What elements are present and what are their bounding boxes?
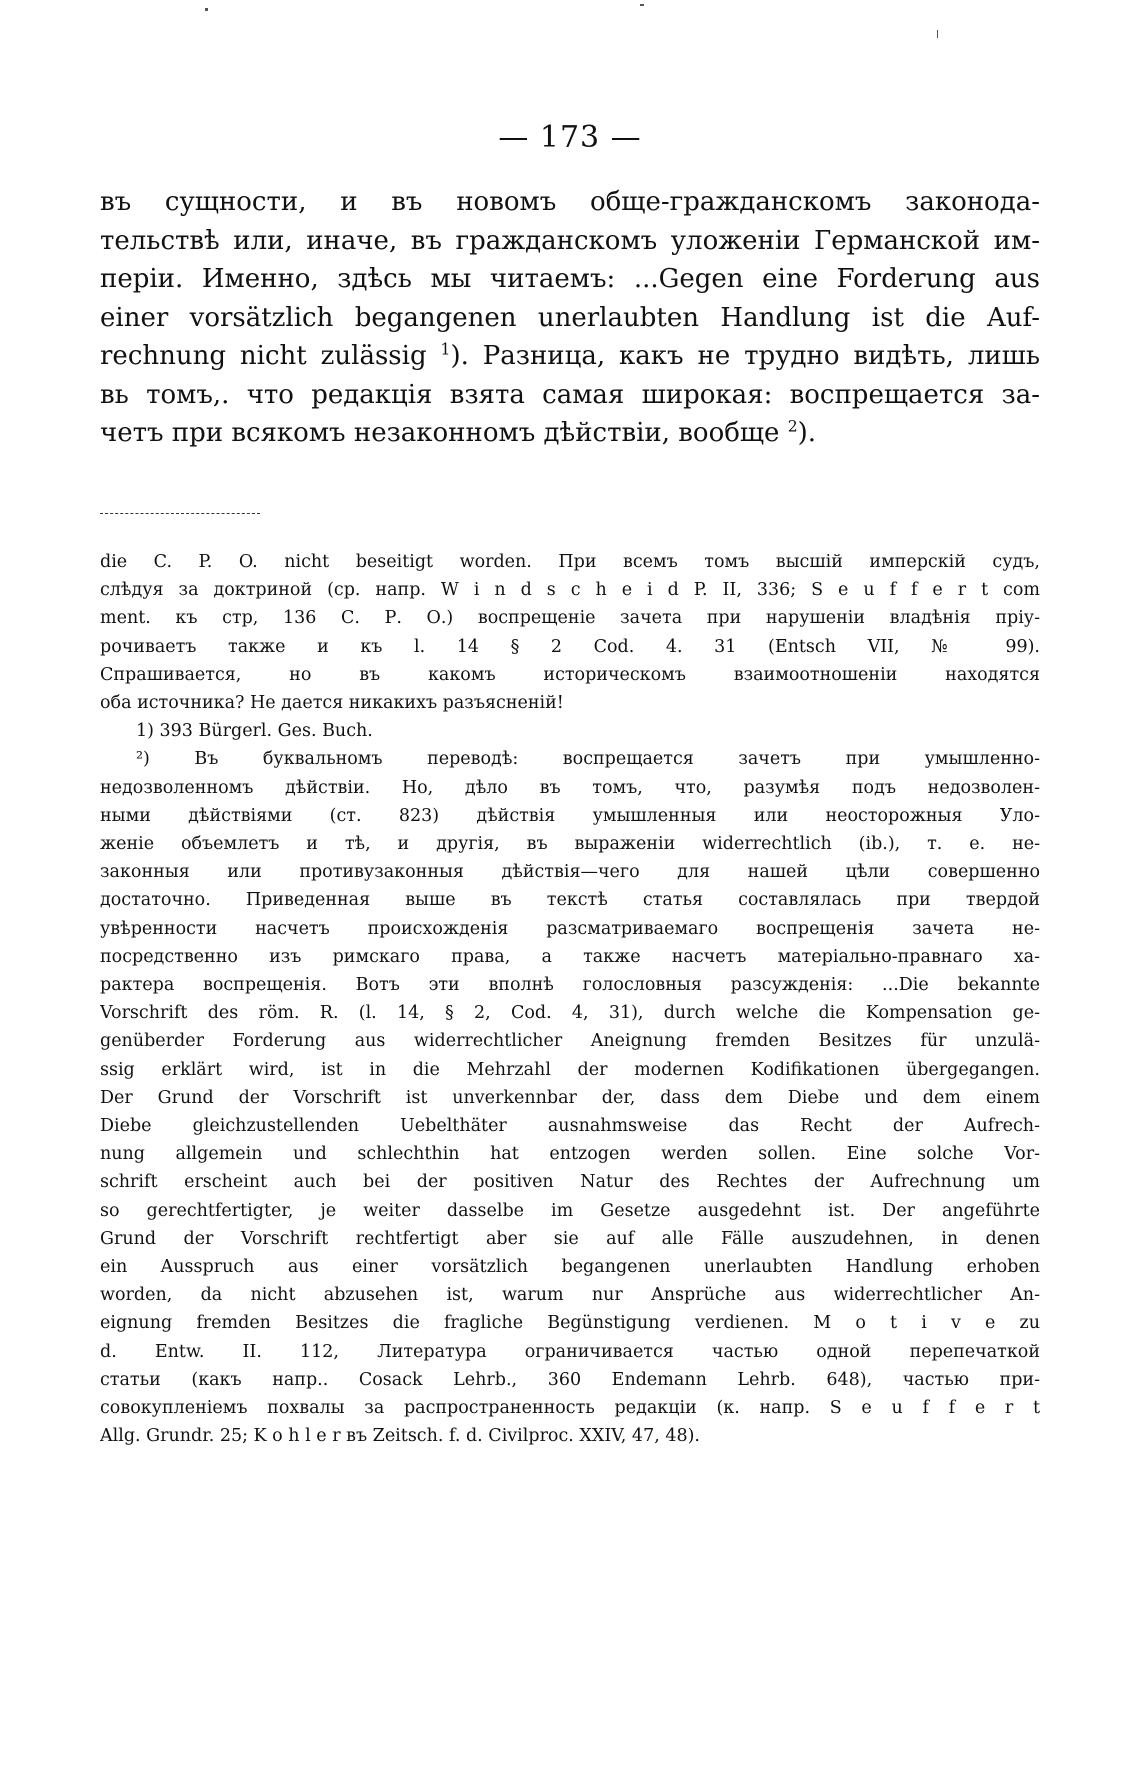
footnote-2-line: рактера воспрещенія. Вотъ эти вполнѣ голословныя разсужденія: ...Die bekannte (100, 975, 1040, 996)
text-line (100, 337, 1040, 376)
text-line: періи. Именно, здѣсь мы читаемъ: ...Gegen eine Forderung aus (100, 264, 1040, 294)
footnote-line: рочиваетъ также и къ l. 14 § 2 Cod. 4. 31 (Entsch VII, № 99). (100, 636, 1040, 657)
footnote-2-line: Der Grund der Vorschrift ist unverkennbar der, dass dem Diebe und dem einem (100, 1087, 1040, 1108)
footnote-2-line: ²) Въ буквальномъ переводѣ: воспрещается зачетъ при умышленно- (136, 749, 1040, 770)
footnote-2-line: Allg. Grundr. 25; K o h l e r въ Zeitsch. f. d. Civilproc. XXIV, 47, 48). (100, 1426, 700, 1447)
footnotes (100, 548, 1040, 1451)
footnote-2-line: Diebe gleichzustellenden Uebelthäter ausnahmsweise das Recht der Aufrech- (100, 1116, 1040, 1137)
footnote-2-line: worden, da nicht abzusehen ist, warum nur Ansprüche aus widerrechtlicher An- (100, 1285, 1040, 1306)
text-line (100, 414, 1040, 453)
page-number: — 173 — (498, 120, 642, 155)
footnote-line: die C. P. O. nicht beseitigt worden. При всемъ томъ высшій имперскій судъ, (100, 552, 1040, 572)
text-line: тельствѣ или, иначе, въ гражданскомъ уложеніи Германской им- (100, 225, 1040, 256)
footnote-2-line: Vorschrift des röm. R. (l. 14, § 2, Cod. 4, 31), durch welche die Kompensation ge- (100, 1003, 1040, 1024)
footnote-2-line: совокупленіемъ похвалы за распространенность редакціи (к. напр. S e u f f e r t (100, 1398, 1040, 1419)
footnote-2-line: увѣренности насчетъ происхожденія разсматриваемаго воспрещенія зачета не- (100, 918, 1040, 939)
footnote-2-line: посредственно изъ римскаго права, а также насчетъ матеріально-правнаго ха- (100, 946, 1040, 967)
footnote-2-line: статьи (какъ напр.. Cosack Lehrb., 360 Endemann Lehrb. 648), частью при- (100, 1369, 1040, 1390)
text-segment: rechnung nicht zulässig (100, 341, 427, 371)
footnote-ref-2: 2 (787, 417, 798, 436)
footnote-2-line: so gerechtfertigter, je weiter dasselbe im Gesetze ausgedehnt ist. Der angeführte (100, 1200, 1040, 1221)
footnote-2-line: eignung fremden Besitzes die fragliche Begünstigung verdienen. M o t i v e zu (100, 1313, 1040, 1334)
text-line: einer vorsätzlich begangenen unerlaubten Handlung ist die Auf- (100, 302, 1040, 333)
print-mark (205, 8, 208, 11)
footnote-ref-1: 1 (440, 340, 451, 359)
text-line: въ сущности, и въ новомъ обще-гражданскомъ законода- (100, 187, 1040, 217)
footnote-separator (100, 513, 260, 514)
footnote-line: ment. къ стр, 136 С. Р. О.) воспрещеніе зачета при нарушеніи владѣнія пріу- (100, 608, 1040, 629)
footnote-2-line: schrift erscheint auch bei der positiven Natur des Rechtes der Aufrechnung um (100, 1172, 1040, 1193)
footnote-2-line: genüberder Forderung aus widerrechtlicher Aneignung fremden Besitzes für unzulä- (100, 1031, 1040, 1052)
footnote-line: слѣдуя за доктриной (ср. напр. W i n d s c h e i d P. II, 336; S e u f f e r t com (100, 580, 1040, 601)
footnote-2-line: женіе объемлетъ и тѣ, и другія, въ выраженіи widerrechtlich (ib.), т. е. не- (100, 834, 1040, 855)
footnote-1: 1) 393 Bürgerl. Ges. Buch. (136, 721, 373, 742)
text-segment: четъ при всякомъ незаконномъ дѣйствіи, вообще (100, 418, 780, 448)
main-text (100, 183, 1040, 453)
print-mark (640, 4, 644, 6)
footnote-2-line: достаточно. Приведенная выше въ текстѣ статья составлялась при твердой (100, 890, 1040, 911)
footnote-2-line: nung allgemein und schlechthin hat entzogen werden sollen. Eine solche Vor- (100, 1144, 1040, 1165)
footnote-2-line: ein Ausspruch aus einer vorsätzlich begangenen unerlaubten Handlung erhoben (100, 1257, 1040, 1278)
print-mark (937, 30, 938, 38)
footnote-line: оба источника? Не дается никакихъ разъясненій! (100, 693, 564, 714)
footnote-2-line: недозволенномъ дѣйствіи. Но, дѣло въ томъ, что, разумѣя подъ недозволен- (100, 777, 1040, 798)
footnote-2-line: ssig erklärt wird, ist in die Mehrzahl der modernen Kodifikationen übergegangen. (100, 1059, 1040, 1080)
text-segment: ). (797, 418, 817, 448)
footnote-2-line: Grund der Vorschrift rechtfertigt aber sie auf alle Fälle auszudehnen, in denen (100, 1228, 1040, 1249)
footnote-2-line: ными дѣйствіями (ст. 823) дѣйствія умышленныя или неосторожныя Уло- (100, 805, 1040, 826)
text-line: вь томъ,. что редакція взята самая широкая: воспрещается за- (100, 379, 1040, 410)
footnote-line: Спрашивается, но въ какомъ историческомъ взаимоотношеніи находятся (100, 664, 1040, 685)
text-segment: ). Разница, какъ не трудно видѣть, лишь (450, 341, 1040, 371)
footnote-2-line: d. Entw. II. 112, Литература ограничивается частью одной перепечаткой (100, 1341, 1040, 1362)
footnote-2-line: законныя или противузаконныя дѣйствія—чего для нашей цѣли совершенно (100, 862, 1040, 883)
